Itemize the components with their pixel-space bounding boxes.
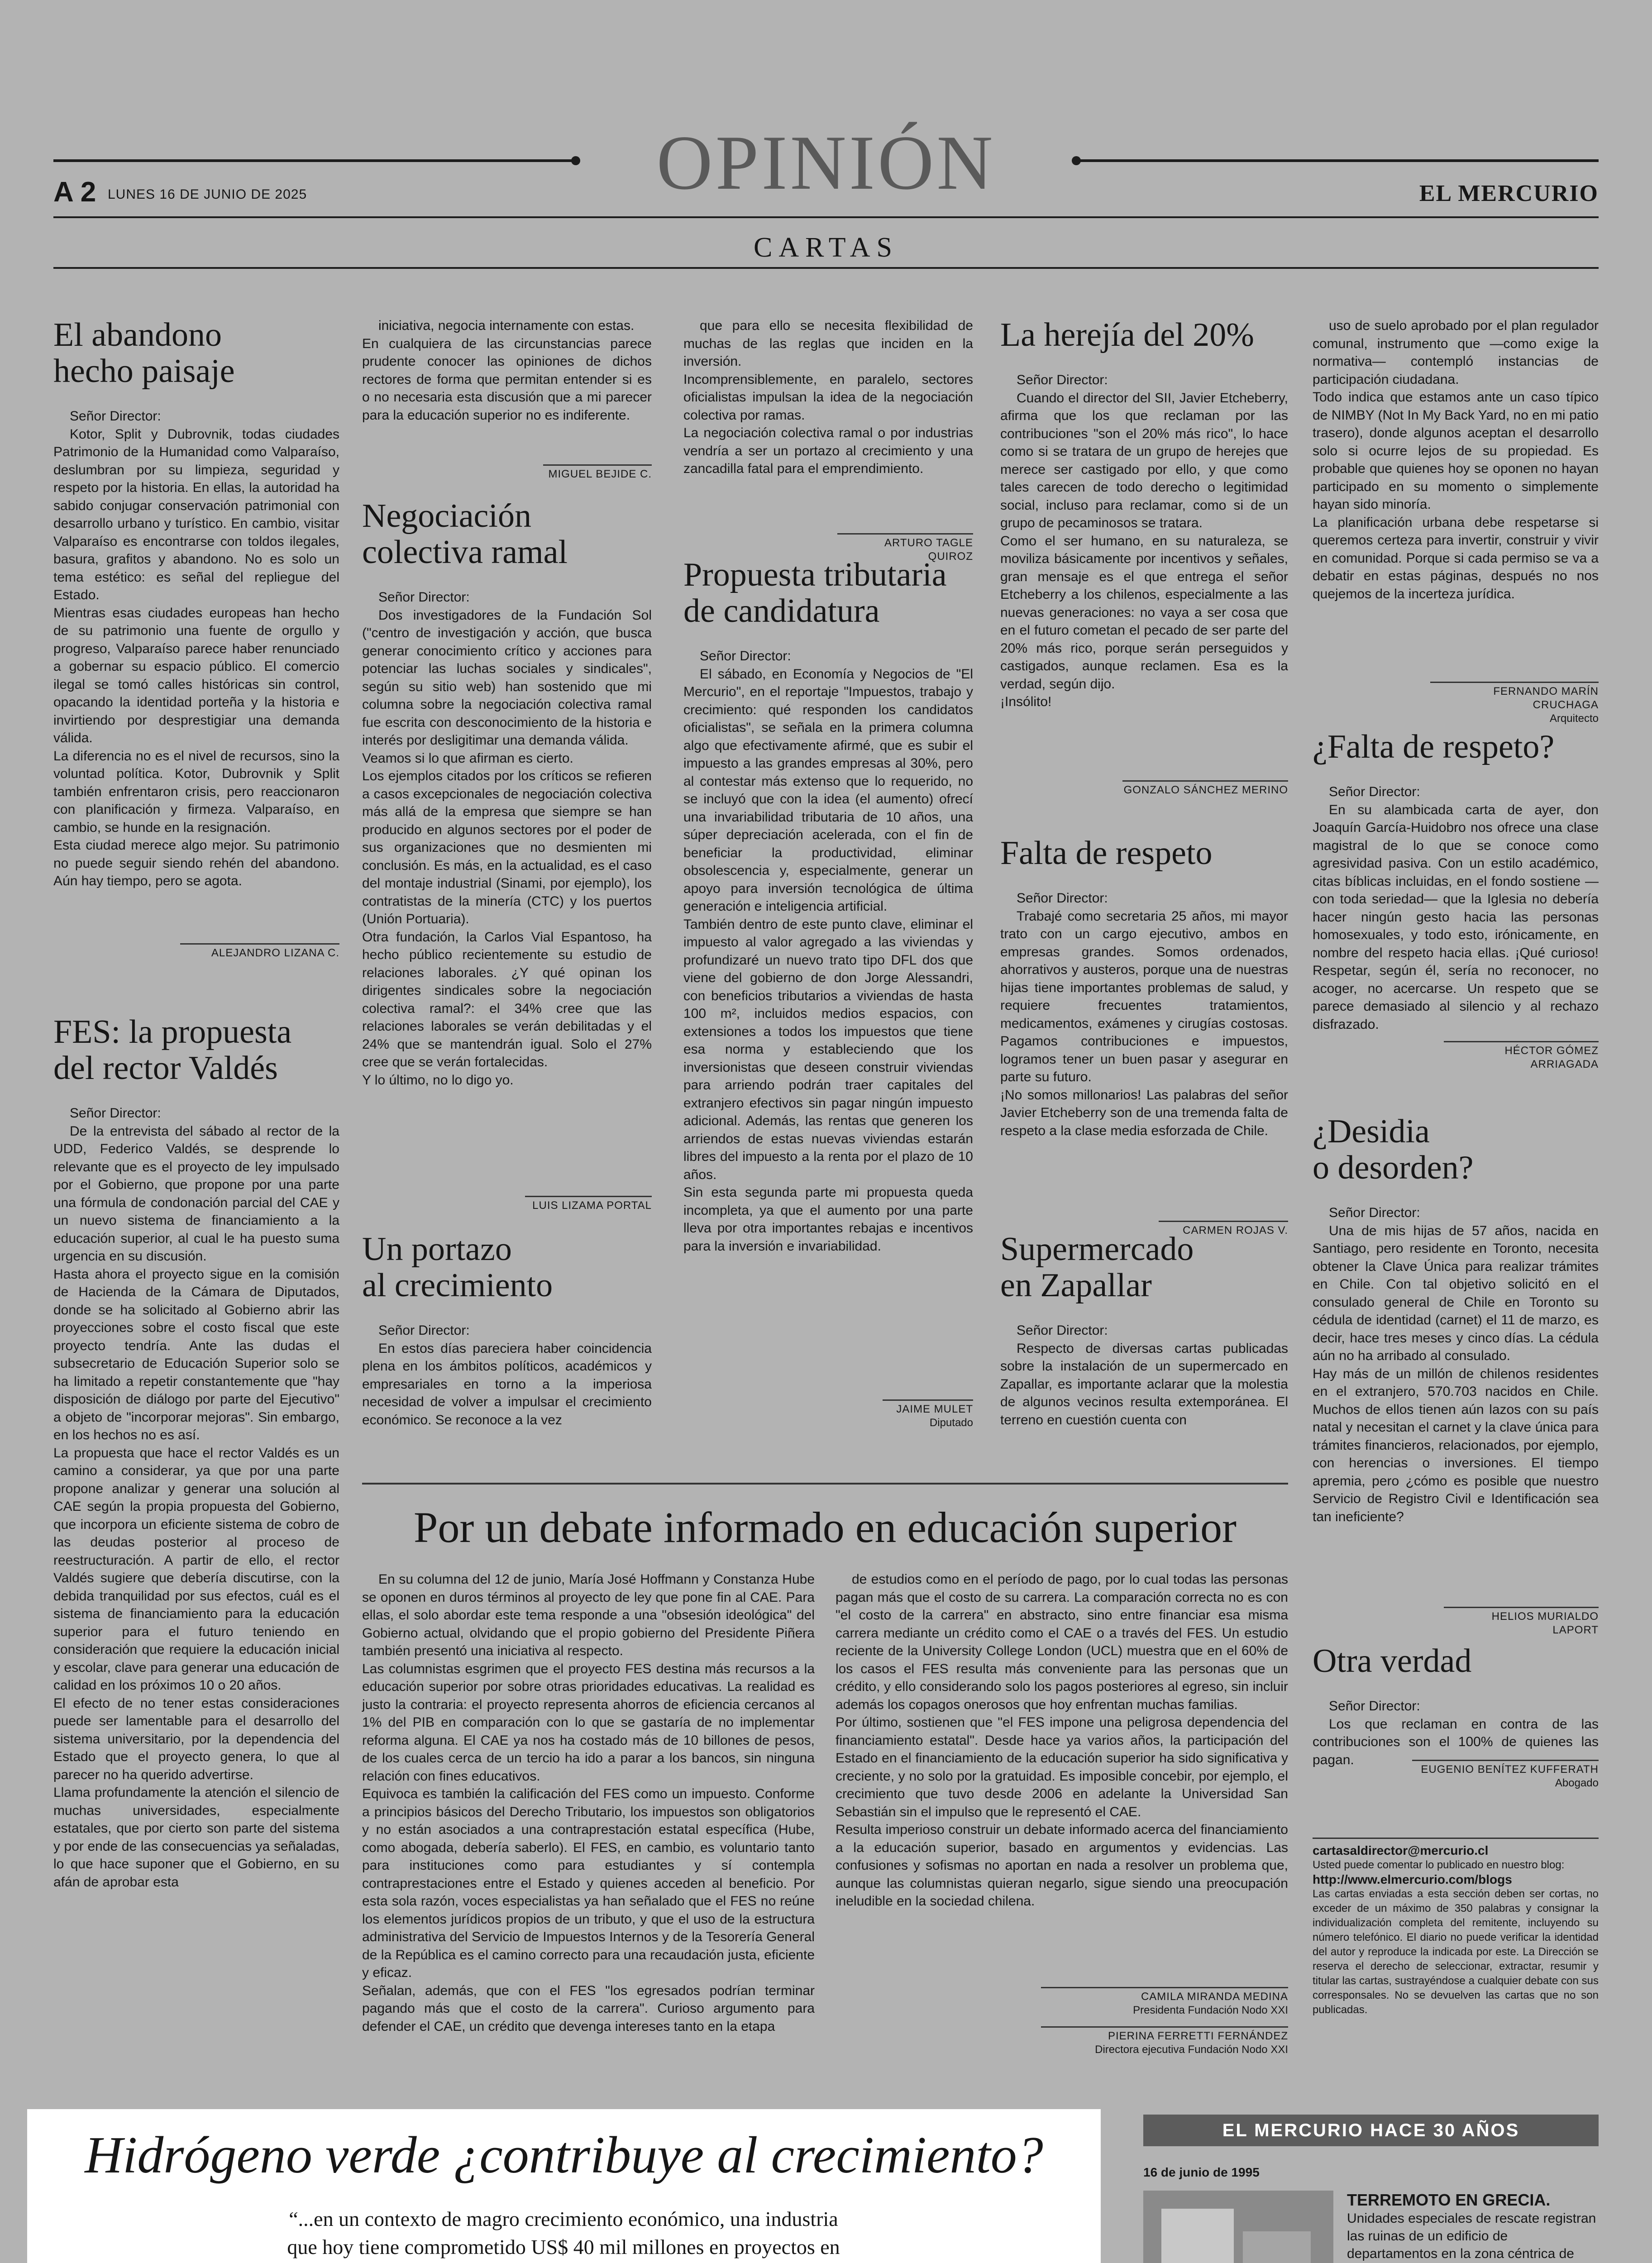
letter-zapallar-continued bbox=[1313, 317, 1599, 726]
contact-info bbox=[1313, 1838, 1599, 2041]
editorial-role-1: Presidenta Fundación Nodo XXI bbox=[1133, 2004, 1288, 2016]
column-title: Hidrógeno verde ¿contribuye al crecimiento? bbox=[85, 2126, 1043, 2184]
letter-signature: EUGENIO BENÍTEZ KUFFERATH bbox=[1412, 1760, 1599, 1776]
greece-earthquake-photo bbox=[1143, 2191, 1333, 2263]
letter-body: iniciativa, negocia internamente con estas. En cualquiera de las circunstancias parece prudente conocer las opiniones de dichos rectores de forma que permitan entender si es o no necesaria esta discusión que a mi parecer para la educación superior no es indiferente. bbox=[362, 318, 652, 423]
publication-date: LUNES 16 DE JUNIO DE 2025 bbox=[108, 187, 307, 202]
blog-link[interactable]: http://www.elmercurio.com/blogs bbox=[1313, 1872, 1512, 1886]
letter-body: Trabajé como secretaria 25 años, mi mayor trato con un cargo ejecutivo, ambos en empresas grandes. Somos ordenados, ahorrativos y austeros, porque una de nuestras hijas tiene importantes problemas de salud, y requiere frecuentes tratamientos, medicamentos, exámenes y cirugías costosas. Pagamos contribuciones e impuestos, logramos tener un buen pasar y asegurar en parte su futuro. ¡No somos millonarios! Las palabras del señor Javier Etcheberry son de una tremenda falta de respeto a la clase media esforzada de Chile. bbox=[1000, 908, 1288, 1138]
editorial-signatures bbox=[1041, 1987, 1288, 2057]
letter-verdad bbox=[1313, 1643, 1599, 1790]
section-rule bbox=[53, 267, 1599, 269]
letter-signature: HÉCTOR GÓMEZ ARRIAGADA bbox=[1444, 1041, 1599, 1071]
history-terremoto bbox=[1347, 2191, 1599, 2263]
letter-body: En su alambicada carta de ayer, don Joaquín García-Huidobro nos ofrece una clase magistral de lo que se conoce como agresividad pasiva. Con un estilo académico, citas bíblicas incluidas, en el fondo sostiene —con toda seriedad— que la Iglesia no debería hacer ningún gesto hacia las personas homosexuales, y todo esto, irónicamente, en nombre del respeto hacia ellas. ¡Qué curioso! Respetar, según él, sería no reconocer, no acoger, no acercarse. Un respeto que se parece demasiado al silencio y al rechazo disfrazado. bbox=[1313, 802, 1599, 1032]
letter-zapallar bbox=[1000, 1231, 1288, 1428]
letter-body: Los que reclaman en contra de las contribuciones son el 100% de quienes las pagan. bbox=[1313, 1716, 1599, 1767]
subsection-title: CARTAS bbox=[754, 232, 898, 263]
contact-email[interactable]: cartasaldirector@mercurio.cl bbox=[1313, 1843, 1489, 1857]
letter-role: Abogado bbox=[1555, 1776, 1599, 1789]
letter-signature: JAIME MULET bbox=[883, 1399, 973, 1416]
history-item-title: TERREMOTO EN GRECIA. bbox=[1347, 2191, 1551, 2209]
letter-body: Dos investigadores de la Fundación Sol ("centro de investigación y acción, que busca generar conocimiento crítico y acciones para potenciar las luchas sociales y sindicales", según su sitio web) han sostenido que mi columna sobre la negociación colectiva ramal fue escrita con desconocimiento de la historia e interés por desligitimar una demanda válida. Veamos si lo que afirman es cierto. Los ejemplos citados por los críticos se refieren a casos excepcionales de negociación colectiva más allá de la empresa que siempre se han producido en algunos sectores por el poder de sus organizaciones que no desmienten mi conclusión. Es más, en la actualidad, es el caso del montaje industrial (Sinami, por ejemplo), los contratistas de la minería (CTC) y los puertos (Unión Portuaria). Otra fundación, la Carlos Vial Espantoso, ha hecho público recientemente su estudio de relaciones laborales. ¿Y qué opinan los dirigentes sindicales sobre la negociación colectiva ramal?: el 34% cree que las relaciones laborales se verán debilitadas y el 24% que se mantendrán igual. Solo el 27% cree que se verán fortalecidas. Y lo último, no lo digo yo. bbox=[362, 607, 652, 1088]
letter-negociacion bbox=[362, 498, 652, 1213]
letter-title: Otra verdad bbox=[1313, 1642, 1472, 1680]
letter-body: En estos días pareciera haber coincidencia plena en los ámbitos políticos, académicos y empresariales en torno a la imperiosa necesidad de volver a impulsar el crecimiento económico. Se reconoce a la vez bbox=[362, 1341, 652, 1428]
letter-greeting: Señor Director: bbox=[1017, 1323, 1108, 1338]
letter-greeting: Señor Director: bbox=[378, 1323, 470, 1338]
section-title: OPINIÓN bbox=[656, 120, 996, 206]
letter-body: Cuando el director del SII, Javier Etcheberry, afirma que los que reclaman por las contribuciones "son el 20% más rico", lo hace como si se tratara de un grupo de herejes que merece ser castigado por ello, y que como tales carecen de todo derecho o legitimidad social, incluso para reclamar, como si de un grupo de pecaminosos se tratara. Como el ser humano, en su naturaleza, se moviliza básicamente por incentivos y señales, gran mensaje es el que entrega el señor Etcheberry a los chilenos, especialmente a las nuevas generaciones: no vaya a ser cosa que en el futuro cometan el pecado de ser parte del 20% más rico, porque serán perseguidos y castigados, aunque reclamen. Esa es la verdad, según dijo. ¡Insólito! bbox=[1000, 390, 1288, 709]
letter-falta bbox=[1000, 835, 1288, 1237]
editorial-top-rule bbox=[362, 1483, 1288, 1485]
letter-greeting: Señor Director: bbox=[1329, 1699, 1420, 1714]
history-30-date: 16 de junio de 1995 bbox=[1143, 2165, 1260, 2179]
letter-title: Propuesta tributaria de candidatura bbox=[683, 556, 947, 630]
letter-greeting: Señor Director: bbox=[1329, 784, 1420, 799]
history-30-header: EL MERCURIO HACE 30 AÑOS bbox=[1143, 2115, 1599, 2146]
editorial-signature-2: PIERINA FERRETTI FERNÁNDEZ bbox=[1041, 2026, 1288, 2043]
letter-signature: LUIS LIZAMA PORTAL bbox=[525, 1196, 652, 1213]
rubble-photo-icon bbox=[1143, 2191, 1333, 2263]
letter-signature: ARTURO TAGLE QUIROZ bbox=[837, 533, 973, 563]
letter-body: que para ello se necesita flexibilidad de muchas de las reglas que inciden en la inversión. Incomprensiblemente, en paralelo, sectores oficialistas impulsan la idea de la negociación colectiva por ramas. La negociación colectiva ramal o por industrias vendría a ser un portazo al crecimiento y una zancadilla fatal para el emprendimiento. bbox=[683, 318, 973, 476]
letter-role: Arquitecto bbox=[1549, 712, 1599, 725]
letters-policy: Las cartas enviadas a esta sección deben ser cortas, no exceder de un máximo de 350 palabras y consignar la individualización completa del remitente, incluyendo su número telefónico. El diario no puede verificar la identidad del autor y reproduce la indicada por este. La Dirección se reserva el derecho de seleccionar, extractar, resumir y titular las cartas, sustrayéndose a cualquier debate con sus corresponsales. No se devuelven las cartas que no son publicadas. bbox=[1313, 1888, 1599, 2016]
letter-portazo-continued bbox=[683, 317, 973, 563]
letter-signature: GONZALO SÁNCHEZ MERINO bbox=[1122, 780, 1288, 797]
letter-body: El sábado, en Economía y Negocios de "El Mercurio", en el reportaje "Impuestos, trabajo y crecimiento: qué responden los candidatos oficialistas", se señala en la primera columna algo que efectivamente afirmé, que es subir el impuesto a las grandes empresas al 30%, pero al contestar más extenso que lo requerido, no se incluyó que con la idea (el aumento) ofrecí una invariabilidad tributaria de 10 años, una súper depreciación acelerada, con el fin de beneficiar la productividad, eliminar obsolescencia y, especialmente, generar un apoyo para inversión tecnológica de última generación e inteligencia artificial. También dentro de este punto clave, eliminar el impuesto al valor agregado a las viviendas y profundizaré un nuevo trato tipo DFL dos que viene del gobierno de don Jorge Alessandri, con beneficios tributarios a viviendas de hasta 100 m², incluidos medios espacios, con extensiones a todos los impuestos que tiene esa norma y estableciendo que los inversionistas que deseen construir viviendas para arriendo podrán traer capitales del extranjero efectivos sin pagar ningún impuesto adicional. Además, las rentas que generen los arriendos de estas nuevas viviendas estarán libres del impuesto a la renta por el plazo de 10 años. Sin esta segunda parte mi propuesta queda incompleta, ya que el aumento por una parte lleva por otra importantes rebajas e incentivos para la inversión e invariabilidad. bbox=[683, 666, 973, 1254]
letter-abandono bbox=[53, 317, 339, 960]
editorial-role-2: Directora ejecutiva Fundación Nodo XXI bbox=[1095, 2043, 1288, 2056]
letter-herejia bbox=[1000, 317, 1288, 797]
letter-title: Un portazo al crecimiento bbox=[362, 1231, 553, 1304]
letter-title: La herejía del 20% bbox=[1000, 316, 1254, 353]
letter-title: Supermercado en Zapallar bbox=[1000, 1231, 1194, 1304]
letter-title: Falta de respeto bbox=[1000, 835, 1213, 872]
column-pull-quote: “...en un contexto de magro crecimiento económico, una industria que hoy tiene comprometido US$ 40 mil millones en proyectos en bbox=[287, 2207, 840, 2258]
letter-falta2 bbox=[1313, 729, 1599, 1071]
letter-title: Negociación colectiva ramal bbox=[362, 497, 568, 571]
letter-body: Kotor, Split y Dubrovnik, todas ciudades Patrimonio de la Humanidad como Valparaíso, deslumbran por su limpieza, seguridad y respeto por la historia. En ellas, la autoridad ha sabido conjugar conservación patrimonial con desarrollo urbano y turístico. En cambio, visitar Valparaíso es encontrarse con toldos ilegales, basura, grafitos y abandono. No es solo un tema estético: es señal del repliegue del Estado. Mientras esas ciudades europeas han hecho de su patrimonio una fuente de orgullo y progreso, Valparaíso parece haber renunciado a gobernar su espacio público. El comercio ilegal se tomó calles históricas sin control, opacando la identidad porteña y la historia e invirtiendo por desprestigiar una demanda válida. La diferencia no es el nivel de recursos, sino la voluntad política. Kotor, Dubrovnik y Split también enfrentaron crisis, pero reaccionaron con planificación y firmeza. Valparaíso, en cambio, se hunde en la resignación. Esta ciudad merece algo mejor. Su patrimonio no puede seguir siendo rehén del abandono. Aún hay tiempo, pero se agota. bbox=[53, 426, 339, 888]
history-item-text: Unidades especiales de rescate registran las ruinas de un edificio de departamentos en la zona céntrica de bbox=[1347, 2211, 1596, 2261]
letter-signature: CARMEN ROJAS V. bbox=[1159, 1221, 1288, 1237]
letter-body: uso de suelo aprobado por el plan regulador comunal, instrumento que —como exige la normativa— contempló instancias de participación ciudadana. Todo indica que estamos ante un caso típico de NIMBY (Not In My Back Yard, no en mi patio trasero), donde algunos aceptan el desarrollo solo si ocurre lejos de su propiedad. Es probable que quienes hoy se oponen no hayan participado en su momento o simplemente hayan sido minoría. La planificación urbana debe respetarse si queremos certeza para invertir, construir y vivir en comunidad. Porque si cada permiso se va a debatir en estas páginas, después no nos quejemos de la incerteza jurídica. bbox=[1313, 318, 1599, 602]
letter-greeting: Señor Director: bbox=[700, 649, 791, 664]
editorial-column-1: En su columna del 12 de junio, María José Hoffmann y Constanza Hube se oponen en duros términos al proyecto de ley que pone fin al CAE. Para ellas, el solo abordar este tema responde a una "obsesión ideológica" del Gobierno actual, olvidando que el propio gobierno del Presidente Piñera también presentó una iniciativa al respecto. Las columnistas esgrimen que el proyecto FES destina más recursos a la educación superior por sobre otras prioridades educativas. La realidad es justo la contraria: el proyecto representa ahorros de eficiencia cercanos al 1% del PIB en comparación con lo que se gastaría de no implementar reforma alguna. El CAE ya nos ha costado más de 10 billones de pesos, de los cuales cerca de un tercio ha ido a parar a los bancos, sin ninguna relación con fines educativos. Equivoca es también la calificación del FES como un impuesto. Conforme a principios básicos del Derecho Tributario, los impuestos son obligatorios y no están asociados a una contraprestación estatal específica (Hube, como abogada, debería saberlo). El FES, en cambio, es voluntario tanto para instituciones como para estudiantes y sí contempla contraprestaciones entre el Estado y quienes acceden al beneficio. Por esta sola razón, voces especialistas ya han señalado que el FES no reúne los elementos jurídicos propios de un tributo, y que el uso de la estructura administrativa del Servicio de Impuestos Internos y de la Tesorería General de la República es el camino correcto para una recaudación justa, eficiente y eficaz. Señalan, además, que con el FES "los egresados podrían terminar pagando más que el costo de la carrera". Curioso argumento para defender el CAE, un crédito que devenga intereses tanto en la etapa bbox=[362, 1572, 815, 2034]
letter-desidia bbox=[1313, 1113, 1599, 1637]
letter-body: Respecto de diversas cartas publicadas sobre la instalación de un supermercado en Zapallar, es importante aclarar que la molestia de algunos vecinos resulta extemporánea. El terreno en cuestión cuenta con bbox=[1000, 1341, 1288, 1428]
letter-role: Diputado bbox=[929, 1416, 973, 1429]
letter-tributaria bbox=[683, 557, 973, 1430]
letter-portazo bbox=[362, 1231, 652, 1430]
letter-body: De la entrevista del sábado al rector de la UDD, Federico Valdés, se desprende lo relevante que es el proyecto de ley impulsado por el Gobierno, que propone por una parte una fórmula de condonación parcial del CAE y un nuevo sistema de financiamiento a la educación superior, al cual le ha puesto suma urgencia en su discusión. Hasta ahora el proyecto sigue en la comisión de Hacienda de la Cámara de Diputados, donde se ha solicitado al Gobierno abrir las proyecciones sobre el costo fiscal que este proyecto tendría. Ante las dudas el subsecretario de Educación Superior solo se ha limitado a repetir constantemente que "hay disposición de diálogo por parte del Ejecutivo" a objeto de "incorporar mejoras". Sin embargo, en los hechos no es así. La propuesta que hace el rector Valdés es un camino a considerar, ya que por una parte propone analizar y generar una solución al CAE según la propia propuesta del Gobierno, que incorpora un eficiente sistema de cobro de las deudas posterior al proceso de reestructuración. A partir de ello, el rector Valdés sugiere que debería discutirse, con la debida tranquilidad por sus efectos, cuál es el sistema de financiamiento para la educación superior para el futuro teniendo en consideración que requiere la educación inicial y escolar, clave para generar una educación de calidad en los próximos 10 o 20 años. El efecto de no tener estas consideraciones puede ser lamentable para el desarrollo del sistema universitario, por la dependencia del Estado que el proyecto genera, lo que al parecer no ha querido advertirse. Llama profundamente la atención el silencio de muchas universidades, especialmente estatales, que por cierto son parte del sistema y por ende de las consecuencias ya señaladas, lo que hace suponer que el Gobierno, en su afán de aprobar esta bbox=[53, 1123, 339, 1890]
letter-title: ¿Falta de respeto? bbox=[1313, 728, 1555, 765]
editorial-signature-1: CAMILA MIRANDA MEDINA bbox=[1041, 1987, 1288, 2004]
letter-greeting: Señor Director: bbox=[1329, 1205, 1420, 1220]
letter-title: ¿Desidia o desorden? bbox=[1313, 1113, 1474, 1186]
blog-note: Usted puede comentar lo publicado en nuestro blog: bbox=[1313, 1859, 1565, 1871]
letter-body: Una de mis hijas de 57 años, nacida en Santiago, pero residente en Toronto, necesita obtener la Clave Única para realizar trámites en Chile. Con tal objetivo solicitó en el consulado general de Chile en Toronto su cédula de identidad (carnet) el 11 de marzo, es decir, hace tres meses y cinco días. La cédula aún no ha arribado al consulado. Hay más de un millón de chilenos residentes en el extranjero, 570.703 nacidos en Chile. Muchos de ellos tienen aún lazos con su país natal y necesitan el carnet y la clave única para trámites financieros, relacionados, por ejemplo, con herencias o inversiones. El tiempo apremia, pero ¿cómo es posible que nuestro Servicio de Registro Civil e Identificación sea tan ineficiente? bbox=[1313, 1223, 1599, 1524]
letter-title: FES: la propuesta del rector Valdés bbox=[53, 1013, 292, 1087]
letter-fes-continued bbox=[362, 317, 652, 481]
letter-signature: ALEJANDRO LIZANA C. bbox=[180, 943, 339, 960]
letter-signature: FERNANDO MARÍN CRUCHAGA bbox=[1430, 682, 1599, 712]
letter-greeting: Señor Director: bbox=[1017, 891, 1108, 906]
letter-greeting: Señor Director: bbox=[1017, 372, 1108, 387]
letter-greeting: Señor Director: bbox=[70, 1106, 161, 1121]
letter-signature: HELIOS MURIALDO LAPORT bbox=[1444, 1607, 1599, 1637]
letter-greeting: Señor Director: bbox=[378, 590, 470, 605]
letter-title: El abandono hecho paisaje bbox=[53, 316, 235, 390]
page-number: A 2 bbox=[53, 177, 96, 208]
masthead-bottom-rule bbox=[53, 216, 1599, 218]
letter-signature: MIGUEL BEJIDE C. bbox=[543, 464, 652, 481]
editorial-column-2: de estudios como en el período de pago, por lo cual todas las personas pagan más que el costo de su carrera. La comparación correcta no es con "el costo de la carrera" en abstracto, sino entre financiar esa misma carrera mediante un crédito como el CAE o a través del FES. Un estudio reciente de la University College London (UCL) muestra que en el 60% de los casos el FES resulta más conveniente para las personas que un crédito, y ello considerando solo los pagos posteriores al egreso, sin incluir además los copagos onerosos que hoy enfrentan muchas familias. Por último, sostienen que "el FES impone una peligrosa dependencia del financiamiento estatal". Desde hace ya varios años, la participación del Estado en el financiamiento de la educación superior ha sido significativa y creciente, y no solo por la gratuidad. Es imposible concebir, por ejemplo, el crecimiento que tuvo desde 2006 en adelante la Universidad San Sebastián sin el impulso que le representó el CAE. Resulta imperioso construir un debate informado acerca del financiamiento a la educación superior, basado en argumentos y evidencias. Las confusiones y sofismas no aportan en nada a resolver un problema que, aunque las columnistas quieran negarlo, sigue siendo una preocupación ineludible en la sociedad chilena. bbox=[836, 1572, 1288, 1909]
editorial-title: Por un debate informado en educación superior bbox=[413, 1503, 1237, 1552]
letter-greeting: Señor Director: bbox=[70, 409, 161, 424]
newspaper-name: EL MERCURIO bbox=[1419, 181, 1599, 206]
letter-fes bbox=[53, 1014, 339, 2211]
